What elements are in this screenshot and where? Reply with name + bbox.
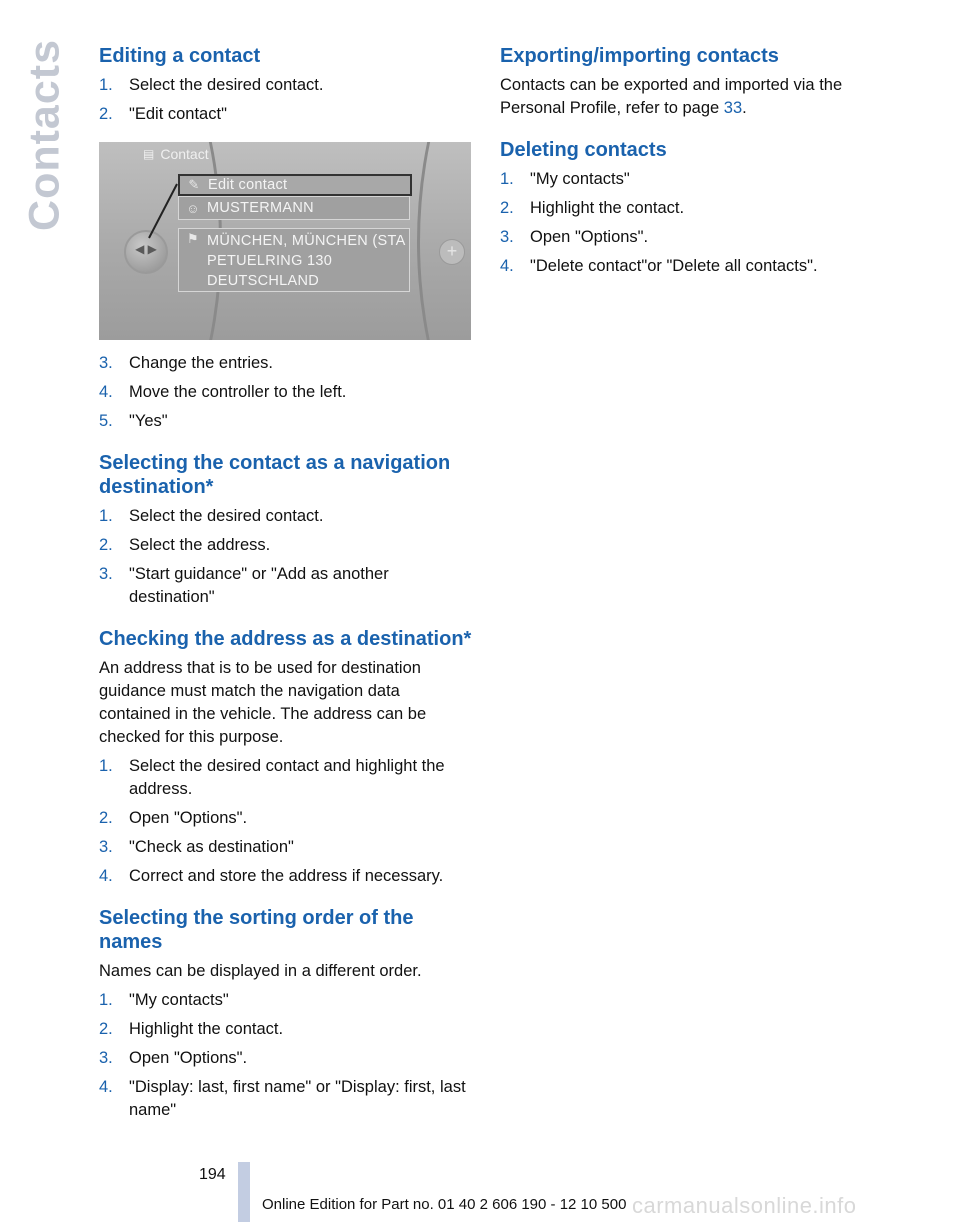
step-item	[500, 255, 900, 278]
step-item	[99, 1047, 474, 1070]
step-text: Highlight the contact.	[530, 199, 685, 217]
step-number: 3.	[500, 228, 514, 246]
watermark: carmanualsonline.info	[632, 1193, 857, 1218]
screen-address-line: PETUELRING 130	[207, 253, 333, 269]
left-column	[99, 44, 474, 1128]
screen-row-name-label: MUSTERMANN	[207, 200, 314, 216]
step-number: 3.	[99, 565, 113, 583]
address-flag-icon: ⚑	[187, 231, 199, 246]
editing-title: Editing a contact	[99, 45, 261, 67]
screen-row-edit-label: Edit contact	[208, 177, 288, 193]
step-number: 3.	[99, 838, 113, 856]
step-item	[99, 352, 474, 375]
step-number: 2.	[99, 536, 113, 554]
step-item	[500, 197, 900, 220]
step-item	[500, 168, 900, 191]
step-number: 5.	[99, 412, 113, 430]
step-text: "Delete contact"or "Delete all contacts".	[530, 257, 818, 275]
step-item	[99, 1076, 474, 1122]
step-item	[99, 410, 474, 433]
step-text: Move the controller to the left.	[129, 383, 347, 401]
step-item	[99, 807, 474, 830]
step-number: 2.	[99, 809, 113, 827]
step-text: "Start guidance" or "Add as another destination"	[129, 565, 389, 606]
step-text: Select the address.	[129, 536, 271, 554]
step-number: 1.	[99, 991, 113, 1009]
step-number: 4.	[99, 867, 113, 885]
footer-bar	[238, 1162, 250, 1222]
step-item	[99, 989, 474, 1012]
step-item	[99, 755, 474, 801]
step-text: "Check as destination"	[129, 838, 294, 856]
step-item	[99, 103, 474, 126]
step-number: 3.	[99, 1049, 113, 1067]
step-number: 2.	[500, 199, 514, 217]
person-icon: ☺	[186, 200, 200, 216]
controller-knob-icon: ◀ ▶	[124, 230, 168, 274]
step-text: "Yes"	[129, 412, 168, 430]
navdest-title: Selecting the contact as a navigation destination*	[99, 452, 451, 498]
step-number: 1.	[99, 76, 113, 94]
step-text: Select the desired contact.	[129, 76, 324, 94]
step-item	[99, 74, 474, 97]
export-body-text: Contacts can be exported and imported via the Personal Profile, refer to page	[500, 76, 843, 117]
step-number: 2.	[99, 1020, 113, 1038]
export-body	[500, 74, 900, 120]
screen-address-line: DEUTSCHLAND	[207, 273, 320, 289]
step-text: "My contacts"	[530, 170, 630, 188]
footer-edition: Online Edition for Part no. 01 40 2 606 190 - 12 10 500	[262, 1196, 627, 1213]
export-title: Exporting/importing contacts	[500, 45, 779, 67]
step-number: 4.	[500, 257, 514, 275]
checking-title: Checking the address as a destination*	[99, 628, 472, 650]
step-number: 2.	[99, 105, 113, 123]
checking-steps	[99, 755, 474, 888]
step-text: Select the desired contact and highlight the address.	[129, 757, 445, 798]
editing-steps-b	[99, 352, 474, 433]
callout-leader-line	[99, 142, 471, 340]
screen-header-label: Contact	[160, 146, 209, 162]
navdest-steps	[99, 505, 474, 609]
side-tab-label: Contacts	[20, 39, 69, 231]
sorting-steps	[99, 989, 474, 1122]
step-number: 1.	[99, 757, 113, 775]
export-body-end: .	[742, 99, 747, 117]
step-text: Open "Options".	[129, 809, 248, 827]
step-number: 1.	[500, 170, 514, 188]
idrive-screenshot	[99, 142, 471, 340]
step-item	[99, 563, 474, 609]
deleting-title: Deleting contacts	[500, 139, 667, 161]
step-text: "My contacts"	[129, 991, 229, 1009]
page-number: 194	[199, 1166, 226, 1183]
step-item	[99, 534, 474, 557]
step-number: 4.	[99, 383, 113, 401]
step-text: Open "Options".	[129, 1049, 248, 1067]
step-text: Correct and store the address if necessary.	[129, 867, 444, 885]
step-text: Highlight the contact.	[129, 1020, 284, 1038]
right-column	[500, 44, 900, 284]
deleting-steps	[500, 168, 900, 278]
step-number: 1.	[99, 507, 113, 525]
step-item	[500, 226, 900, 249]
checking-body: An address that is to be used for destination guidance must match the navigation data contained in the vehicle. The address can be checked for this purpose.	[99, 659, 427, 746]
step-number: 3.	[99, 354, 113, 372]
step-text: Select the desired contact.	[129, 507, 324, 525]
step-text: Change the entries.	[129, 354, 274, 372]
page-ref-link[interactable]: 33	[723, 99, 743, 117]
screen-address-line: MÜNCHEN, MÜNCHEN (STA	[207, 233, 406, 249]
step-text: "Edit contact"	[129, 105, 227, 123]
sorting-title: Selecting the sorting order of the names	[99, 907, 414, 953]
step-item	[99, 505, 474, 528]
step-item	[99, 836, 474, 859]
step-item	[99, 865, 474, 888]
plus-icon: +	[439, 239, 465, 265]
step-text: Open "Options".	[530, 228, 649, 246]
step-number: 4.	[99, 1078, 113, 1096]
step-item	[99, 1018, 474, 1041]
pencil-icon: ✎	[188, 177, 200, 192]
side-tab	[22, 40, 68, 230]
step-text: "Display: last, first name" or "Display: first, last name"	[129, 1078, 466, 1119]
sorting-body: Names can be displayed in a different order.	[99, 962, 422, 980]
contact-card-icon: ▤	[143, 147, 155, 161]
editing-steps-a	[99, 74, 474, 126]
step-item	[99, 381, 474, 404]
